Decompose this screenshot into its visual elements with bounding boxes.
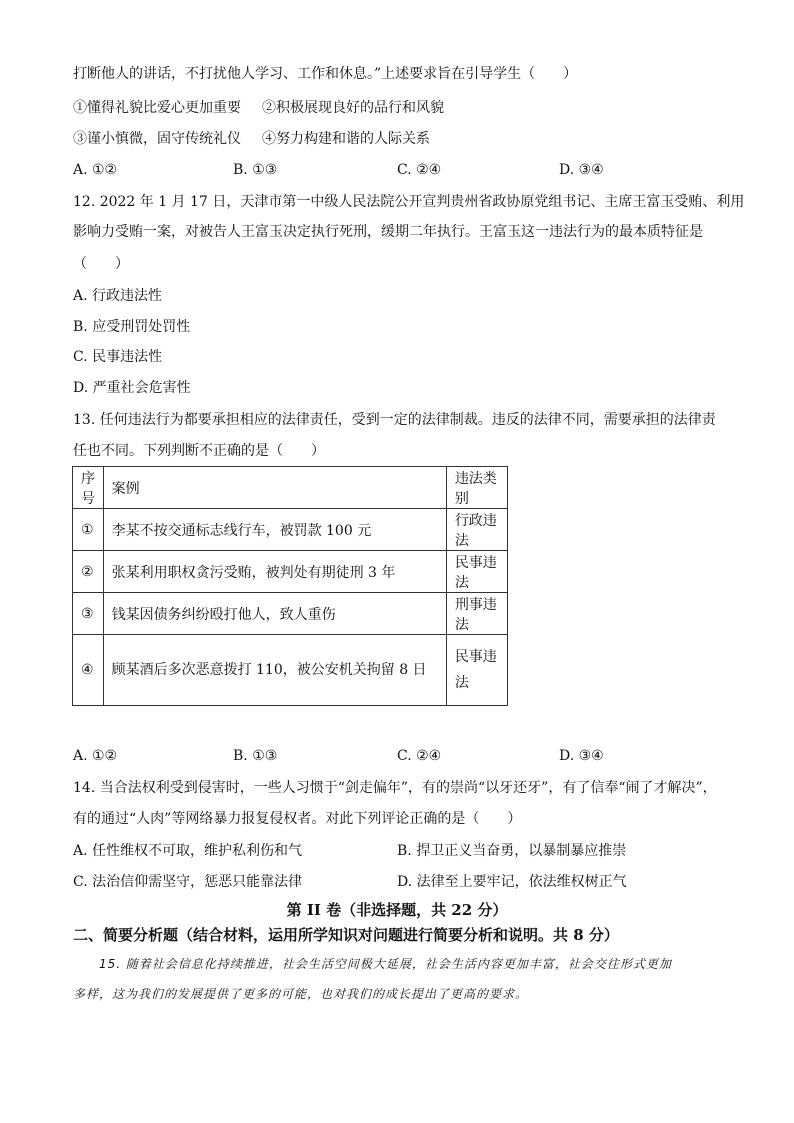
q11-stem: 打断他人的讲话，不打扰他人学习、工作和休息。”上述要求旨在引导学生（ ） — [73, 66, 578, 82]
q11-option-a[interactable]: A. ①② — [73, 162, 118, 178]
q13-option-a[interactable]: A. ①② — [73, 748, 118, 764]
q14-stem-line-1: 14. 当合法权利受到侵害时，一些人习惯于“剑走偏年”，有的崇尚“以牙还牙”，有了信奉“闹了才解决”， — [73, 780, 717, 796]
row-case: 张某利用职权贪污受贿，被判处有期徒刑 3 年 — [103, 551, 446, 593]
row-case: 李某不按交通标志线行车，被罚款 100 元 — [103, 509, 446, 551]
q11-item-4: ④努力构建和谐的人际关系 — [262, 131, 430, 147]
table-header-row — [73, 467, 508, 509]
table-row — [73, 635, 508, 706]
q14-option-a[interactable]: A. 任性维权不可取，维护私利伤和气 — [73, 843, 303, 859]
header-index: 序号 — [73, 467, 104, 509]
q11-option-d[interactable]: D. ③④ — [559, 162, 604, 178]
row-index: ① — [73, 509, 104, 551]
row-case: 钱某因债务纠纷殴打他人，致人重伤 — [103, 593, 446, 635]
q13-stem-line-1: 13. 任何违法行为都要承担相应的法律责任，受到一定的法律制裁。违反的法律不同，需要承担的法律责 — [73, 412, 716, 428]
header-category: 违法类别 — [446, 467, 507, 509]
q15-material-line-2: 多样，这为我们的发展提供了更多的可能，也对我们的成长提出了更高的要求。 — [73, 987, 529, 1001]
q12-stem-line-3: （ ） — [73, 256, 129, 272]
q12-option-c[interactable]: C. 民事违法性 — [73, 349, 163, 365]
q13-option-c[interactable]: C. ②④ — [397, 748, 442, 764]
row-category: 行政违法 — [446, 509, 507, 551]
row-case: 顾某酒后多次恶意拨打 110，被公安机关拘留 8 日 — [103, 635, 446, 706]
row-category: 民事违法 — [446, 635, 507, 706]
law-violation-table — [72, 466, 508, 706]
q11-option-c[interactable]: C. ②④ — [397, 162, 442, 178]
q13-option-d[interactable]: D. ③④ — [559, 748, 604, 764]
q12-option-d[interactable]: D. 严重社会危害性 — [73, 380, 191, 396]
row-category: 民事违法 — [446, 551, 507, 593]
q14-option-b[interactable]: B. 捍卫正义当奋勇，以暴制暴应推崇 — [397, 843, 627, 859]
table-row — [73, 593, 508, 635]
q12-option-b[interactable]: B. 应受刑罚处罚性 — [73, 319, 191, 335]
row-index: ② — [73, 551, 104, 593]
q15-material-line-1: 15. 随着社会信息化持续推进，社会生活空间极大延展，社会生活内容更加丰富，社会交往形式更加 — [99, 957, 672, 971]
q12-stem-line-1: 12. 2022 年 1 月 17 日，天津市第一中级人民法院公开宣判贵州省政协原党组书记、主席王富玉受贿、利用 — [73, 194, 745, 210]
q11-option-b[interactable]: B. ①③ — [233, 162, 278, 178]
section-two-heading: 二、简要分析题（结合材料，运用所学知识对问题进行简要分析和说明。共 8 分） — [73, 926, 619, 944]
q11-item-3: ③谨小慎微，固守传统礼仪 — [73, 131, 241, 147]
table-row — [73, 551, 508, 593]
q11-item-2: ②积极展现良好的品行和风貌 — [262, 100, 444, 116]
part-two-title: 第 II 卷（非选择题，共 22 分） — [286, 901, 508, 919]
q13-stem-line-2: 任也不同。下列判断不正确的是（ ） — [73, 443, 325, 459]
row-category: 刑事违法 — [446, 593, 507, 635]
q12-stem-line-2: 影响力受贿一案，对被告人王富玉决定执行死刑，缓期二年执行。王富玉这一违法行为的最本质特征是 — [73, 224, 703, 240]
header-case: 案例 — [103, 467, 446, 509]
q11-item-1: ①懂得礼貌比爱心更加重要 — [73, 100, 241, 116]
table-row — [73, 509, 508, 551]
row-index: ④ — [73, 635, 104, 706]
row-index: ③ — [73, 593, 104, 635]
q12-option-a[interactable]: A. 行政违法性 — [73, 288, 163, 304]
q13-option-b[interactable]: B. ①③ — [233, 748, 278, 764]
q14-option-c[interactable]: C. 法治信仰需坚守，惩恶只能靠法律 — [73, 874, 303, 890]
q14-option-d[interactable]: D. 法律至上要牢记，依法维权树正气 — [397, 874, 627, 890]
q14-stem-line-2: 有的通过“人肉”等网络暴力报复侵权者。对此下列评论正确的是（ ） — [73, 811, 522, 827]
